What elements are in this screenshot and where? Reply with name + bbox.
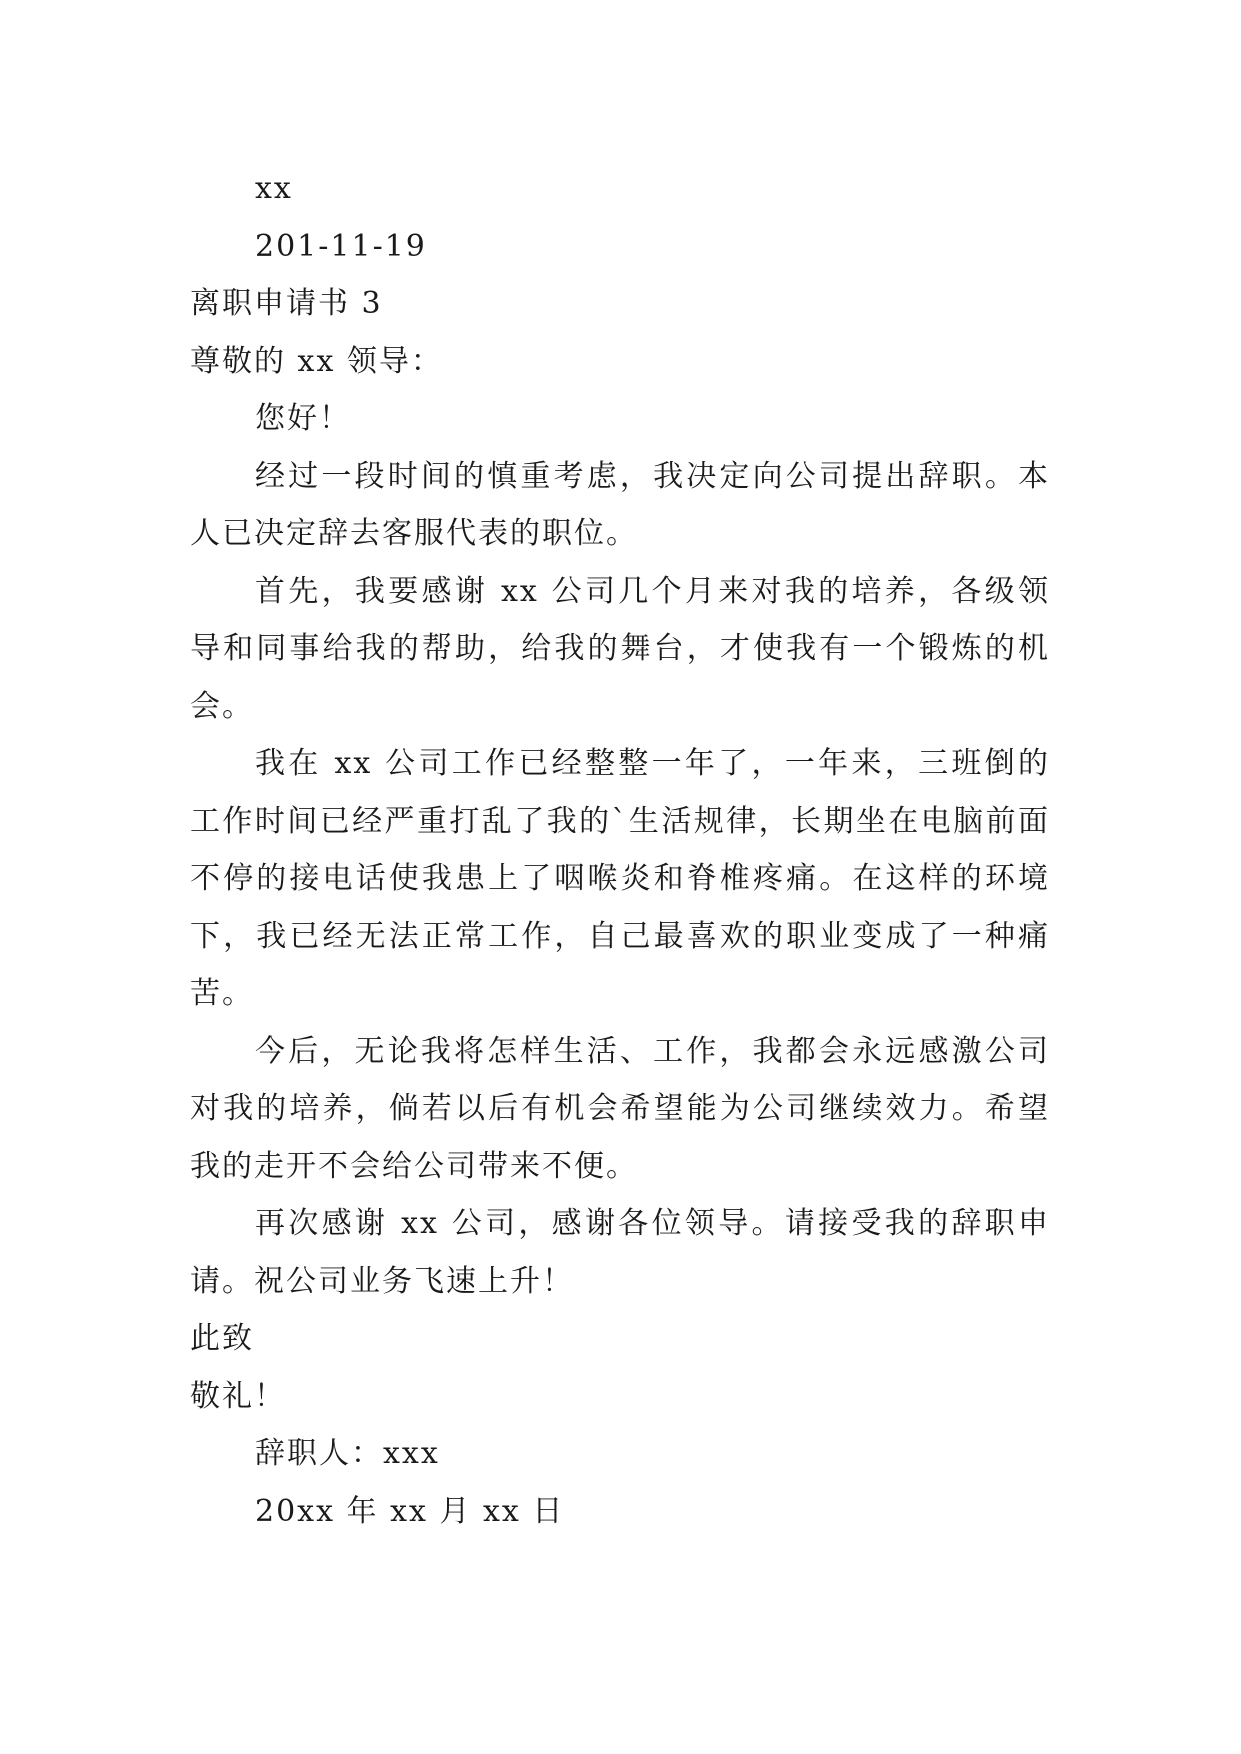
sign-date: 20xx 年 xx 月 xx 日 [255, 1493, 565, 1529]
header-date: 201-11-19 [255, 228, 427, 264]
body-paragraph: 今后，无论我将怎样生活、工作，我都会永远感激公司对我的培养，倘若以后有机会希望能为公司继续效力。希望我的走开不会给公司带来不便。 [190, 1033, 1050, 1184]
body-paragraph: 经过一段时间的慎重考虑，我决定向公司提出辞职。本人已决定辞去客服代表的职位。 [190, 458, 1050, 551]
salutation: 尊敬的 xx 领导： [190, 343, 443, 379]
document-title: 离职申请书 3 [190, 286, 383, 321]
document-body [190, 160, 1050, 1540]
closing-line-2: 敬礼！ [190, 1378, 286, 1414]
body-paragraph: 我在 xx 公司工作已经整整一年了，一年来，三班倒的工作时间已经严重打乱了我的`生活规律，长期坐在电脑前面不停的接电话使我患上了咽喉炎和脊椎疼痛。在这样的环境下，我已经无法正常工作，自己最喜欢的职业变成了一种痛苦。 [190, 746, 1050, 1011]
body-paragraph: 首先，我要感谢 xx 公司几个月来对我的培养，各级领导和同事给我的帮助，给我的舞台，才使我有一个锻炼的机会。 [190, 573, 1050, 724]
signer: 辞职人：xxx [255, 1436, 440, 1471]
closing-line-1: 此致 [190, 1321, 254, 1356]
body-paragraph: 再次感谢 xx 公司，感谢各位领导。请接受我的辞职申请。祝公司业务飞速上升！ [190, 1206, 1050, 1299]
greeting: 您好！ [255, 401, 351, 436]
header-name: xx [255, 171, 293, 206]
